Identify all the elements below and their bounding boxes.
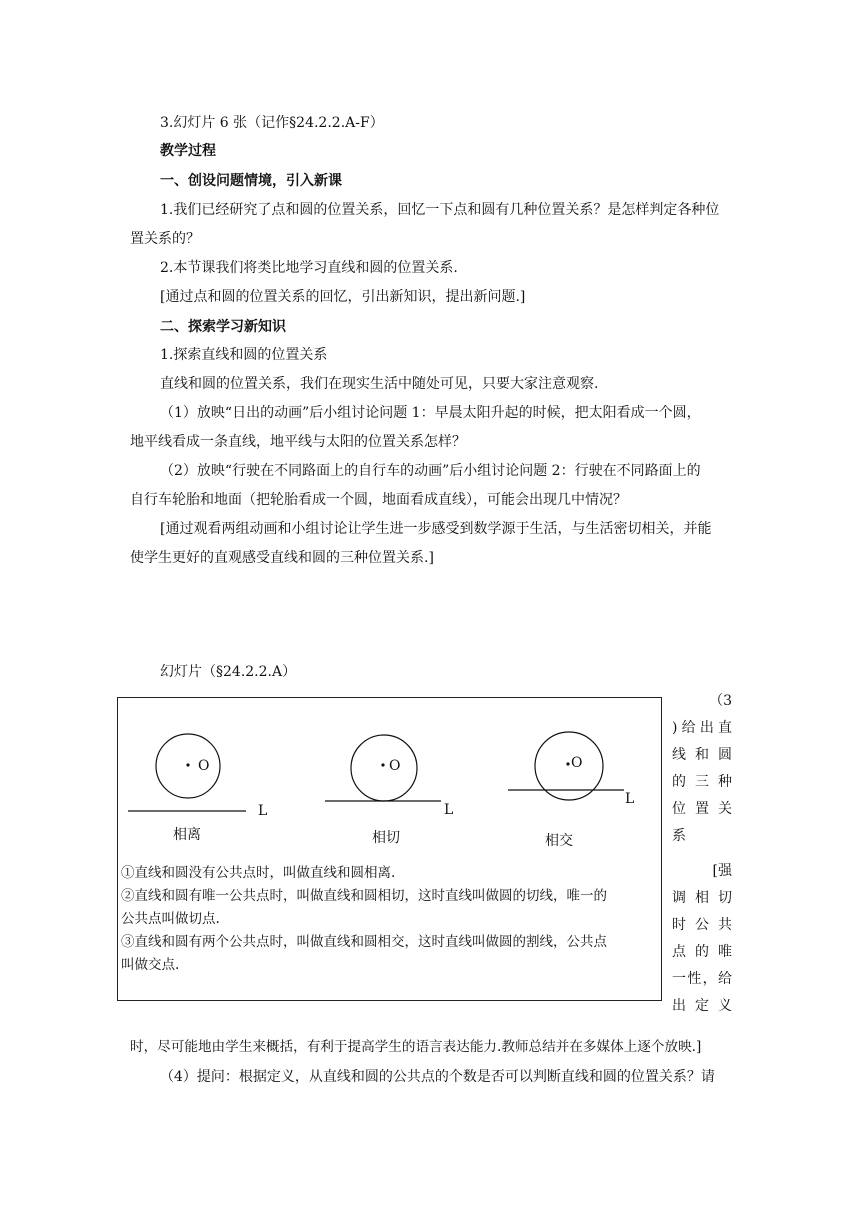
section2-sub1: 1.探索直线和圆的位置关系 <box>160 347 328 363</box>
side-line: 一性，给 <box>672 971 732 987</box>
caption-separate: 相离 <box>173 827 201 843</box>
section1-p2: 2.本节课我们将类比地学习直线和圆的位置关系. <box>160 260 458 276</box>
question1-line1: （1）放映“日出的动画”后小组讨论问题 1：早晨太阳升起的时候，把太阳看成一个圆， <box>160 405 701 421</box>
slide-figure-box <box>117 697 662 1001</box>
definition-tangent-line1: ②直线和圆有唯一公共点时，叫做直线和圆相切，这时直线叫做圆的切线，唯一的 <box>121 888 607 904</box>
question2-line2: 自行车轮胎和地面（把轮胎看成一个圆，地面看成直线），可能会出现几中情况？ <box>130 492 627 508</box>
section2-heading: 二、探索学习新知识 <box>160 319 286 335</box>
side-line: 线和圆 <box>672 747 732 763</box>
section2-note-line1: [通过观看两组动画和小组讨论让学生进一步感受到数学源于生活，与生活密切相关，并能 <box>160 521 712 537</box>
side-line: 位置关 <box>672 801 732 817</box>
caption-secant: 相交 <box>545 833 573 849</box>
side-line: 调相切 <box>672 890 732 906</box>
side-note-column <box>672 688 732 1020</box>
materials-line: 3.幻灯片 6 张（记作§24.2.2.A-F） <box>160 115 384 131</box>
side-line: 系 <box>672 828 686 844</box>
question2-line1: （2）放映“行驶在不同路面上的自行车的动画”后小组讨论问题 2：行驶在不同路面上的 <box>160 463 701 479</box>
section2-intro: 直线和圆的位置关系，我们在现实生活中随处可见，只要大家注意观察. <box>160 376 599 392</box>
process-heading: 教学过程 <box>160 143 216 159</box>
center-label-tangent: O <box>389 758 401 774</box>
center-label-secant: O <box>571 755 583 771</box>
line-label-tangent: L <box>444 802 454 818</box>
question4-line: （4）提问：根据定义，从直线和圆的公共点的个数是否可以判断直线和圆的位置关系？请 <box>160 1069 715 1085</box>
side-line: 点的唯 <box>672 944 732 960</box>
definition-separate: ①直线和圆没有公共点时，叫做直线和圆相离. <box>121 865 396 881</box>
circle-tangent <box>351 735 417 801</box>
section1-note: [通过点和圆的位置关系的回忆，引出新知识，提出新问题.] <box>160 289 526 305</box>
caption-tangent: 相切 <box>372 830 400 846</box>
question1-line2: 地平线看成一条直线，地平线与太阳的位置关系怎样？ <box>130 434 466 450</box>
center-dot-tangent <box>381 763 384 766</box>
line-label-separate: L <box>258 803 268 819</box>
definition-secant-line1: ③直线和圆有两个公共点时，叫做直线和圆相交，这时直线叫做圆的割线，公共点 <box>121 934 607 950</box>
section1-p1-line2: 置关系的？ <box>130 231 200 247</box>
slide-caption: 幻灯片（§24.2.2.A） <box>160 664 297 680</box>
side-line: 出定义 <box>672 998 732 1014</box>
section1-heading: 一、创设问题情境，引入新课 <box>160 173 342 189</box>
side-line: （3 <box>709 693 732 709</box>
center-dot-secant <box>566 762 569 765</box>
side-line: 时公共 <box>672 917 732 933</box>
center-label-separate: O <box>198 758 210 774</box>
section2-note-line2: 使学生更好的直观感受直线和圆的三种位置关系.] <box>130 550 434 566</box>
side-line: [强 <box>712 863 732 879</box>
side-spacer <box>672 850 732 858</box>
tail-line1: 时，尽可能地由学生来概括，有利于提高学生的语言表达能力.教师总结并在多媒体上逐个放映.] <box>130 1039 702 1055</box>
section1-p1-line1: 1.我们已经研究了点和圆的位置关系，回忆一下点和圆有几种位置关系？是怎样判定各种位 <box>160 202 720 218</box>
center-dot-separate <box>186 763 189 766</box>
definition-secant-line2: 叫做交点. <box>121 957 180 973</box>
side-line: )给出直 <box>672 720 732 736</box>
side-line: 的三种 <box>672 774 732 790</box>
line-label-secant: L <box>625 791 635 807</box>
definition-tangent-line2: 公共点叫做切点. <box>121 911 220 927</box>
